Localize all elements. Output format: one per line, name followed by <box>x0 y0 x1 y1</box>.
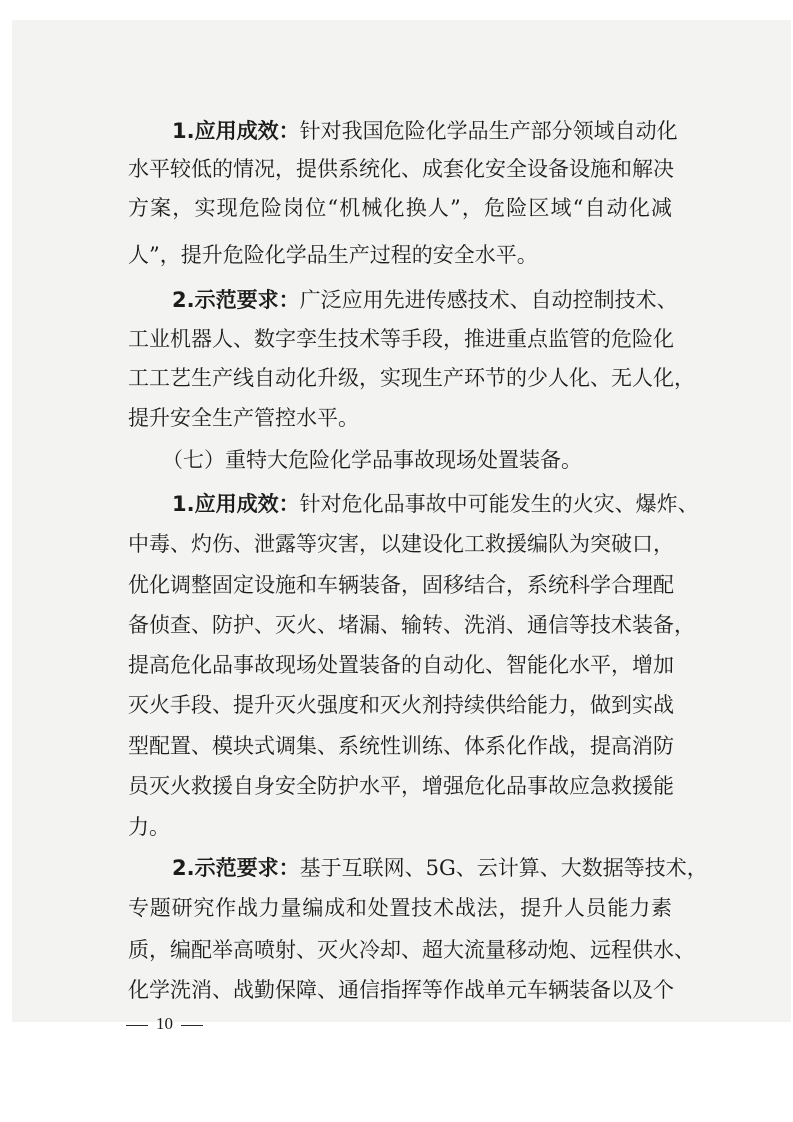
body-line: 中毒、灼伤、泄露等灾害，以建设化工救援编队为突破口， <box>128 532 674 556</box>
body-line: 灭火手段、提升灭火强度和灭火剂持续供给能力，做到实战 <box>128 693 674 717</box>
body-line: 质，编配举高喷射、灭火冷却、超大流量移动炮、远程供水、 <box>128 938 695 962</box>
body-line <box>172 285 678 315</box>
body-line: 工业机器人、数字孪生技术等手段，推进重点监管的危险化 <box>128 327 674 351</box>
effect-heading: 1.应用成效： <box>172 119 300 143</box>
section-title: （七）重特大危险化学品事故现场处置装备。 <box>162 448 582 472</box>
body-line <box>172 489 699 519</box>
body-text: 针对危化品事故中可能发生的火灾、爆炸、 <box>299 492 699 516</box>
body-line: 提升安全生产管控水平。 <box>128 406 359 430</box>
body-line: 方案，实现危险岗位“机械化换人”，危险区域“自动化减 <box>128 196 672 220</box>
body-line: 备侦查、防护、灭火、堵漏、输转、洗消、通信等技术装备， <box>128 613 695 637</box>
body-line: 水平较低的情况，提供系统化、成套化安全设备设施和解决 <box>128 157 674 181</box>
effect-heading: 1.应用成效： <box>172 492 300 516</box>
body-line: 力。 <box>128 815 170 839</box>
body-line: 化学洗消、战勤保障、通信指挥等作战单元车辆装备以及个 <box>128 978 674 1002</box>
body-line: 工工艺生产线自动化升级，实现生产环节的少人化、无人化， <box>128 366 695 390</box>
dash-right <box>181 1025 203 1026</box>
page-number-value: 10 <box>156 1014 173 1033</box>
page-number <box>118 1014 211 1034</box>
body-line <box>172 853 708 883</box>
body-line: 提高危化品事故现场处置装备的自动化、智能化水平，增加 <box>128 653 674 677</box>
body-text: 基于互联网、5G、云计算、大数据等技术， <box>299 856 708 880</box>
body-line: 员灭火救援自身安全防护水平，增强危化品事故应急救援能 <box>128 774 674 798</box>
demo-heading: 2.示范要求： <box>172 856 300 880</box>
body-text: 针对我国危险化学品生产部分领域自动化 <box>299 119 678 143</box>
body-line: 专题研究作战力量编成和处置技术战法，提升人员能力素 <box>128 896 672 920</box>
body-line: 人”，提升危险化学品生产过程的安全水平。 <box>128 243 538 267</box>
dash-left <box>126 1025 148 1026</box>
body-line: 型配置、模块式调集、系统性训练、体系化作战，提高消防 <box>128 734 674 758</box>
body-line: 优化调整固定设施和车辆装备，固移结合，系统科学合理配 <box>128 573 674 597</box>
body-line <box>172 116 678 146</box>
body-text: 广泛应用先进传感技术、自动控制技术、 <box>299 288 678 312</box>
demo-heading: 2.示范要求： <box>172 288 300 312</box>
